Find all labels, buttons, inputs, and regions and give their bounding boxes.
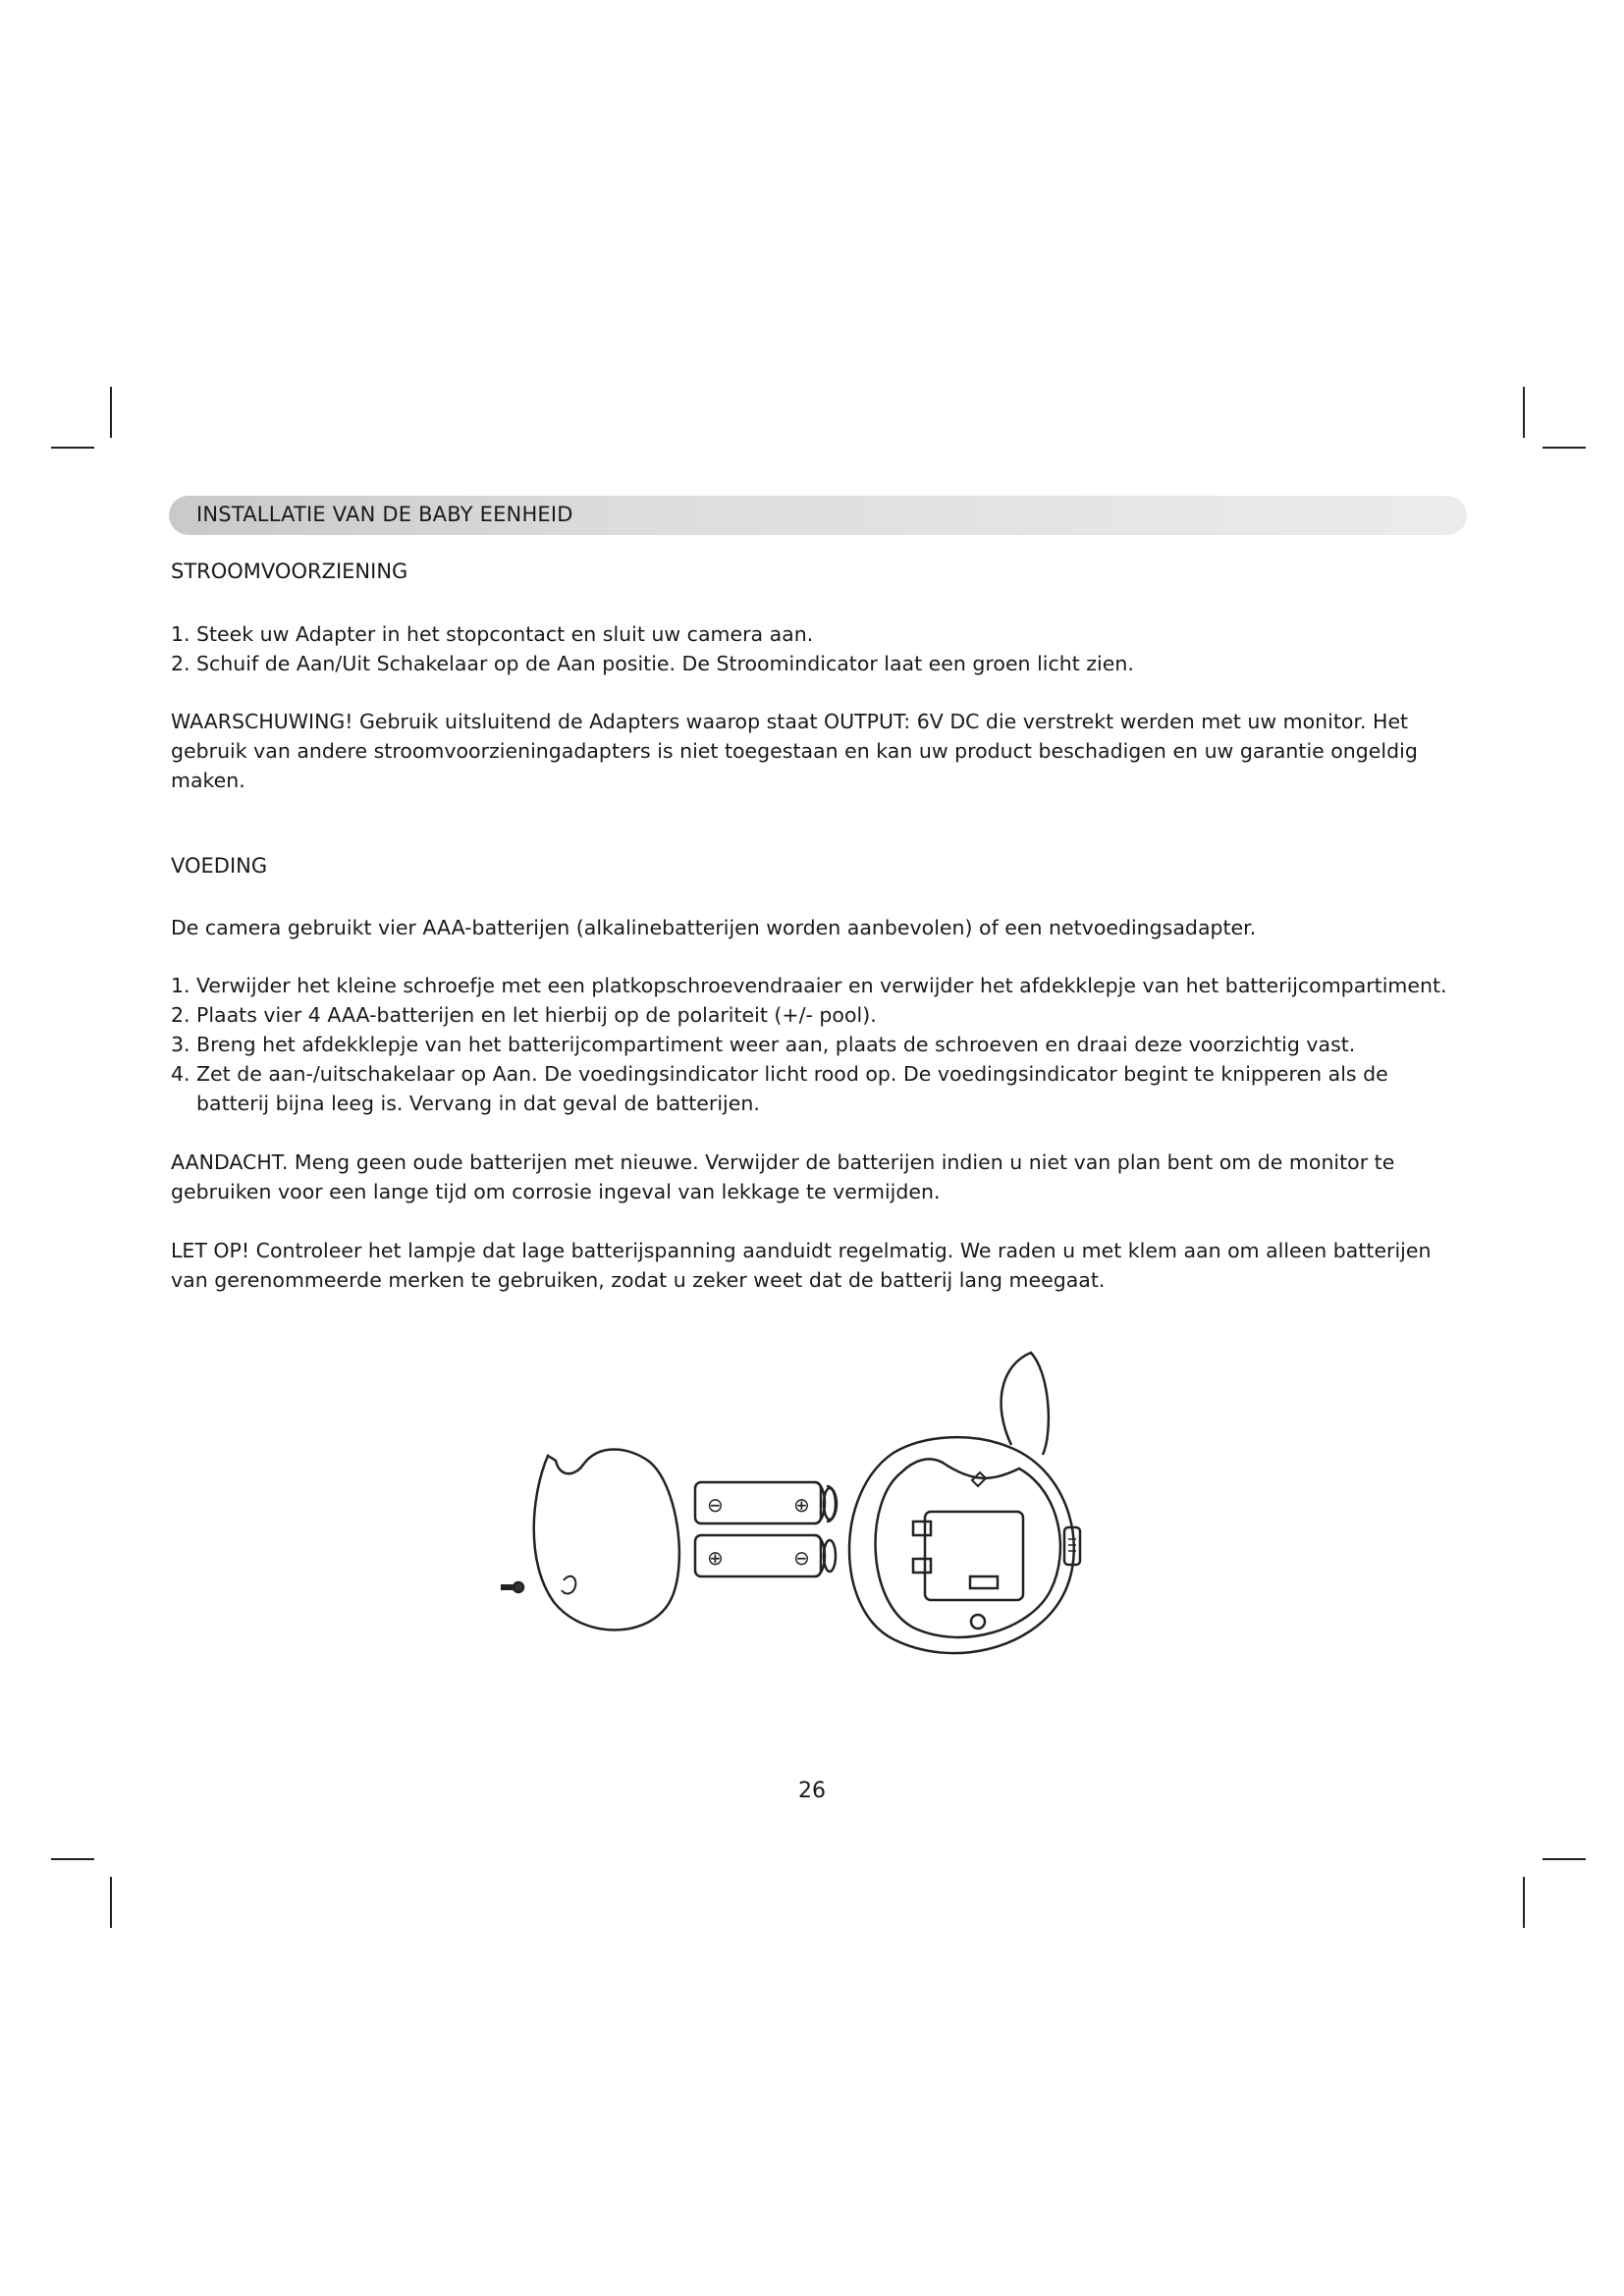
attention-paragraph: AANDACHT. Meng geen oude batterijen met nieuwe. Verwijder de batterijen indien u niet van plan bent om de monitor te gebruiken voor een lange tijd om corrosie ingeval van lekkage te vermijden. [171, 1150, 1395, 1203]
step-number: 4. [171, 1062, 190, 1086]
crop-mark-top-left-vertical [110, 387, 112, 438]
list-item [171, 1000, 1465, 1030]
step-number: 2. [171, 652, 190, 675]
step-text: Steek uw Adapter in het stopcontact en sluit uw camera aan. [196, 622, 814, 646]
crop-mark-bottom-right-vertical [1523, 1877, 1525, 1928]
power-supply-steps [171, 619, 1465, 678]
crop-mark-top-left-horizontal [51, 447, 94, 449]
power-supply-heading: STROOMVOORZIENING [171, 560, 408, 583]
step-number: 1. [171, 622, 190, 646]
step-text: Zet de aan-/uitschakelaar op Aan. De voedingsindicator licht rood op. De voedingsindicator begint te knipperen als de batterij bijna leeg is. Vervang in dat geval de batterijen. [196, 1062, 1388, 1115]
battery-installation-illustration [481, 1345, 1110, 1669]
crop-mark-bottom-left-horizontal [51, 1858, 94, 1860]
step-text: Verwijder het kleine schroefje met een platkopschroevendraaier en verwijder het afdekklepje van het batterijcompartiment. [196, 974, 1447, 997]
power-intro: De camera gebruikt vier AAA-batterijen (alkalinebatterijen worden aanbevolen) of een netvoedingsadapter. [171, 916, 1257, 939]
step-number: 1. [171, 974, 190, 997]
section-header-title: INSTALLATIE VAN DE BABY EENHEID [196, 503, 573, 526]
screw-icon [501, 1582, 523, 1592]
power-steps [171, 971, 1465, 1118]
page-number: 26 [798, 1779, 826, 1803]
list-item [171, 649, 1465, 678]
step-text: Breng het afdekklepje van het batterijcompartiment weer aan, plaats de schroeven en draai deze voorzichtig vast. [196, 1033, 1356, 1056]
battery-symbol: ⊖ [707, 1493, 724, 1517]
crop-mark-bottom-right-horizontal [1543, 1858, 1586, 1860]
crop-mark-top-right-horizontal [1543, 447, 1586, 449]
list-item [171, 971, 1465, 1000]
battery-symbol: ⊕ [707, 1546, 724, 1570]
power-heading: VOEDING [171, 854, 268, 878]
list-item [171, 1030, 1465, 1059]
step-text: Plaats vier 4 AAA-batterijen en let hierbij op de polariteit (+/- pool). [196, 1003, 877, 1027]
note-paragraph: LET OP! Controleer het lampje dat lage batterijspanning aanduidt regelmatig. We raden u met klem aan om alleen batterijen van gerenommeerde merken te gebruiken, zodat u zeker weet dat de batterij lang meegaat. [171, 1239, 1432, 1292]
crop-mark-bottom-left-vertical [110, 1877, 112, 1928]
warning-paragraph: WAARSCHUWING! Gebruik uitsluitend de Adapters waarop staat OUTPUT: 6V DC die verstrekt werden met uw monitor. Het gebruik van andere stroomvoorzieningadapters is niet toegestaan en kan uw product beschadigen en uw garantie ongeldig maken. [171, 710, 1418, 792]
battery-symbol: ⊕ [793, 1493, 810, 1517]
step-number: 3. [171, 1033, 190, 1056]
camera-body-icon [849, 1353, 1080, 1653]
list-item [171, 1059, 1465, 1118]
step-number: 2. [171, 1003, 190, 1027]
step-text: Schuif de Aan/Uit Schakelaar op de Aan positie. De Stroomindicator laat een groen licht zien. [196, 652, 1134, 675]
battery-symbol: ⊖ [793, 1546, 810, 1570]
list-item [171, 619, 1465, 649]
battery-cover-icon [534, 1450, 679, 1630]
crop-mark-top-right-vertical [1523, 387, 1525, 438]
